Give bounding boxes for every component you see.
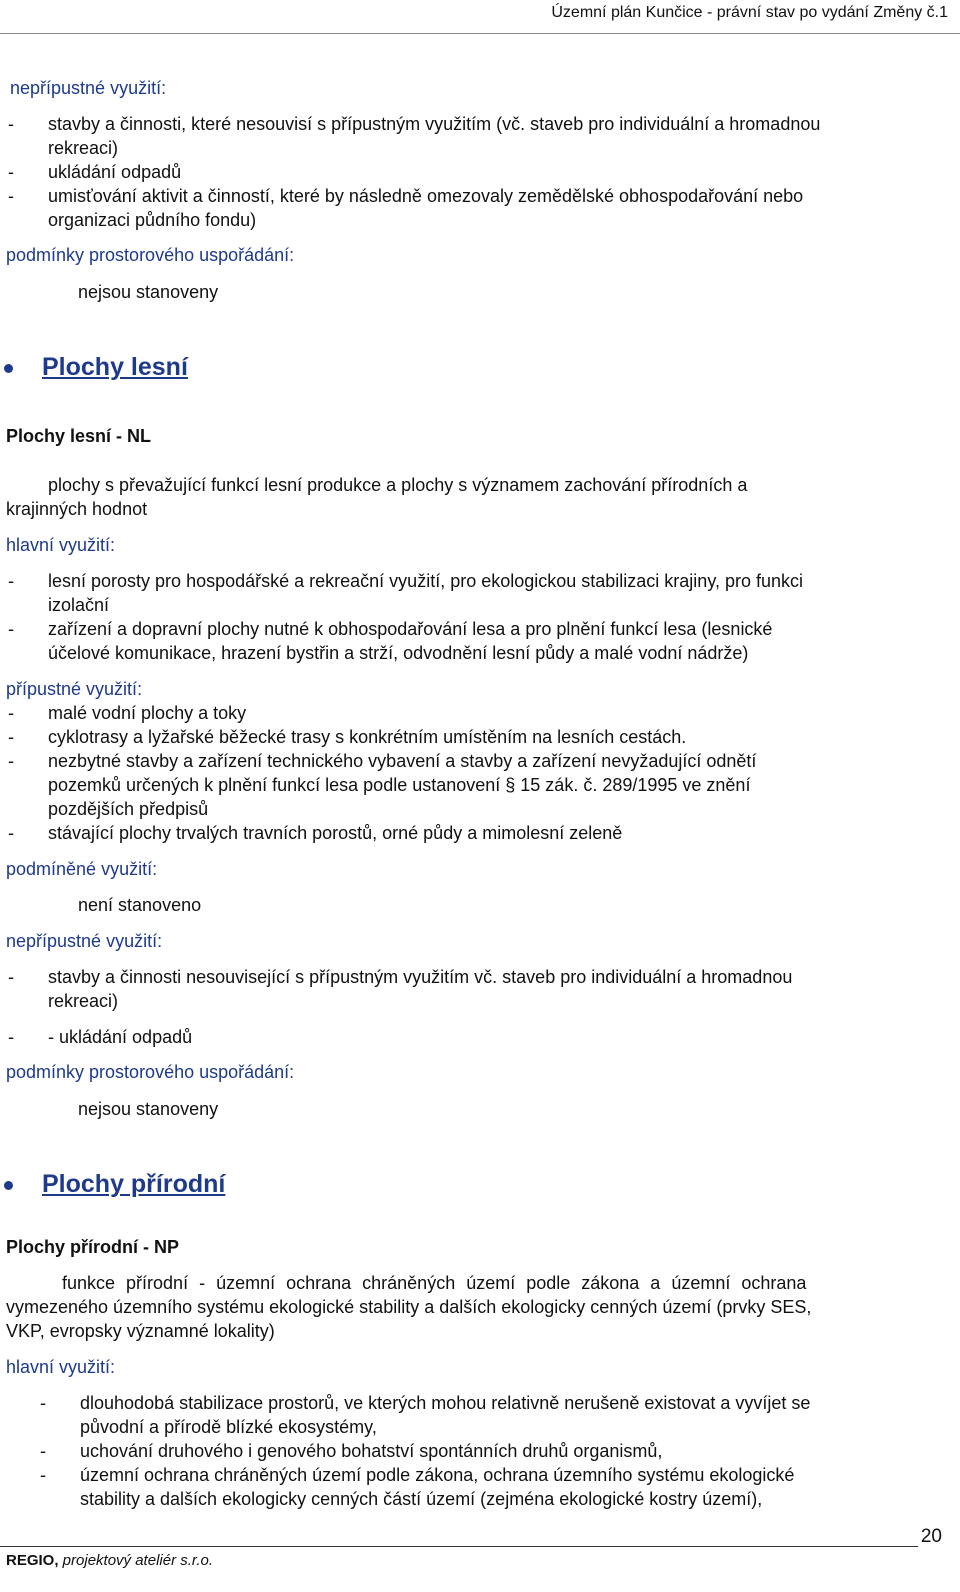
- nature-description-line3: VKP, evropsky významné lokality): [6, 1321, 275, 1341]
- list-item-line: stavby a činnosti nesouvisející s přípustným využitím vč. staveb pro individuální a hromadnou: [48, 967, 793, 987]
- list-item-continuation: organizaci půdního fondu): [48, 210, 257, 230]
- nature-subtitle: Plochy přírodní - NP: [6, 1237, 180, 1257]
- dash-marker: -: [8, 1027, 14, 1047]
- section-title-nature: Plochy přírodní: [42, 1170, 226, 1198]
- spatial-conditions-label: podmínky prostorového uspořádání:: [6, 1062, 295, 1082]
- list-item-line: rekreaci): [48, 991, 119, 1011]
- footer-company-name: REGIO,: [6, 1552, 59, 1569]
- dash-marker: -: [8, 162, 14, 182]
- list-item-line: původní a přírodě blízké ekosystémy,: [80, 1417, 377, 1437]
- list-item-line: rekreaci): [48, 138, 119, 158]
- nature-description-line2: vymezeného územního systému ekologické stability a dalších ekologicky cenných území (prvky SES,: [6, 1297, 812, 1317]
- forest-subtitle: Plochy lesní - NL: [6, 426, 152, 446]
- dash-marker: -: [8, 823, 14, 843]
- dash-marker: -: [8, 727, 14, 747]
- list-item: [48, 749, 942, 821]
- list-item: [80, 1391, 942, 1439]
- nature-description-line1: funkce přírodní - územní ochrana chráněných území podle zákona a územní ochrana: [62, 1273, 807, 1293]
- list-item-line: dlouhodobá stabilizace prostorů, ve kterých mohou relativně nerušeně existovat a vyvíjet se: [80, 1393, 811, 1413]
- list-item: [48, 184, 942, 208]
- list-item-line: nezbytné stavby a zařízení technického vybavení a stavby a zařízení nevyžadující odnětí: [48, 751, 757, 771]
- page-header-title: Územní plán Kunčice - právní stav po vydání Změny č.1: [551, 4, 948, 21]
- list-item-line: - ukládání odpadů: [48, 1027, 193, 1047]
- footer-company-rest: projektový ateliér s.r.o.: [58, 1552, 214, 1569]
- dash-marker: -: [8, 619, 14, 639]
- list-item: [48, 725, 942, 749]
- list-item-line: umisťování aktivit a činností, které by následně omezovaly zemědělské obhospodařování nebo: [48, 186, 804, 206]
- list-item-line: stávající plochy trvalých travních porostů, orné půdy a mimolesní zeleně: [48, 823, 623, 843]
- conditional-use-text: není stanoveno: [78, 895, 202, 915]
- list-item: [80, 1463, 942, 1511]
- section-bullet-icon: [4, 1181, 13, 1190]
- dash-marker: -: [8, 114, 14, 134]
- list-item: [48, 569, 942, 617]
- main-use-label: hlavní využití:: [6, 535, 116, 555]
- list-item-line: ukládání odpadů: [48, 162, 182, 182]
- list-item: [48, 821, 942, 845]
- header-divider: [0, 33, 960, 34]
- list-item: [48, 701, 942, 725]
- dash-marker: -: [8, 571, 14, 591]
- section-bullet-icon: [4, 364, 13, 373]
- forbidden-use-label: nepřípustné využití:: [6, 931, 163, 951]
- list-item-line: stavby a činnosti, které nesouvisí s přípustným využitím (vč. staveb pro individuální a hromadnou: [48, 114, 821, 134]
- list-item: [80, 1439, 942, 1463]
- main-use-label: hlavní využití:: [6, 1357, 116, 1377]
- footer-divider: [0, 1546, 918, 1547]
- list-item-line: zařízení a dopravní plochy nutné k obhospodařování lesa a pro plnění funkcí lesa (lesnické: [48, 619, 773, 639]
- list-item: [48, 617, 942, 665]
- allowed-use-label: přípustné využití:: [6, 679, 143, 699]
- dash-marker: -: [8, 186, 14, 206]
- forest-description-line2: krajinných hodnot: [6, 499, 148, 519]
- list-item-line: účelové komunikace, hrazení bystřin a strží, odvodnění lesní půdy a malé vodní nádrže): [48, 643, 749, 663]
- dash-marker: -: [40, 1465, 46, 1485]
- spatial-conditions-text: nejsou stanoveny: [78, 1099, 219, 1119]
- dash-marker: -: [40, 1393, 46, 1413]
- list-item-line: pozemků určených k plnění funkcí lesa podle ustanovení § 15 zák. č. 289/1995 ve znění: [48, 775, 751, 795]
- list-item-line: pozdějších předpisů: [48, 799, 209, 819]
- forbidden-use-label: nepřípustné využití:: [10, 78, 167, 98]
- conditional-use-label: podmíněné využití:: [6, 859, 158, 879]
- list-item-line: malé vodní plochy a toky: [48, 703, 247, 723]
- list-item-line: územní ochrana chráněných území podle zákona, ochrana územního systému ekologické: [80, 1465, 795, 1485]
- footer-company: [6, 1552, 213, 1569]
- forest-description-line1: plochy s převažující funkcí lesní produkce a plochy s významem zachování přírodních a: [48, 475, 748, 495]
- dash-marker: -: [8, 967, 14, 987]
- list-item-line: lesní porosty pro hospodářské a rekreační využití, pro ekologickou stabilizaci krajiny, pro funkci: [48, 571, 804, 591]
- page-number: 20: [920, 1526, 942, 1547]
- list-item: [48, 160, 942, 184]
- spatial-conditions-label: podmínky prostorového uspořádání:: [6, 245, 295, 265]
- list-item-line: cyklotrasy a lyžařské běžecké trasy s konkrétním umístěním na lesních cestách.: [48, 727, 687, 747]
- list-item-line: uchování druhového i genového bohatství spontánních druhů organismů,: [80, 1441, 663, 1461]
- list-item: [48, 1025, 942, 1049]
- list-item-line: izolační: [48, 595, 110, 615]
- dash-marker: -: [8, 703, 14, 723]
- section-title-forest: Plochy lesní: [42, 353, 188, 381]
- list-item-line: stability a dalších ekologicky cenných částí území (zejména ekologické kostry území),: [80, 1489, 763, 1509]
- list-item: [48, 965, 942, 1013]
- dash-marker: -: [40, 1441, 46, 1461]
- spatial-conditions-text: nejsou stanoveny: [78, 282, 219, 302]
- list-item: [48, 112, 942, 160]
- dash-marker: -: [8, 751, 14, 771]
